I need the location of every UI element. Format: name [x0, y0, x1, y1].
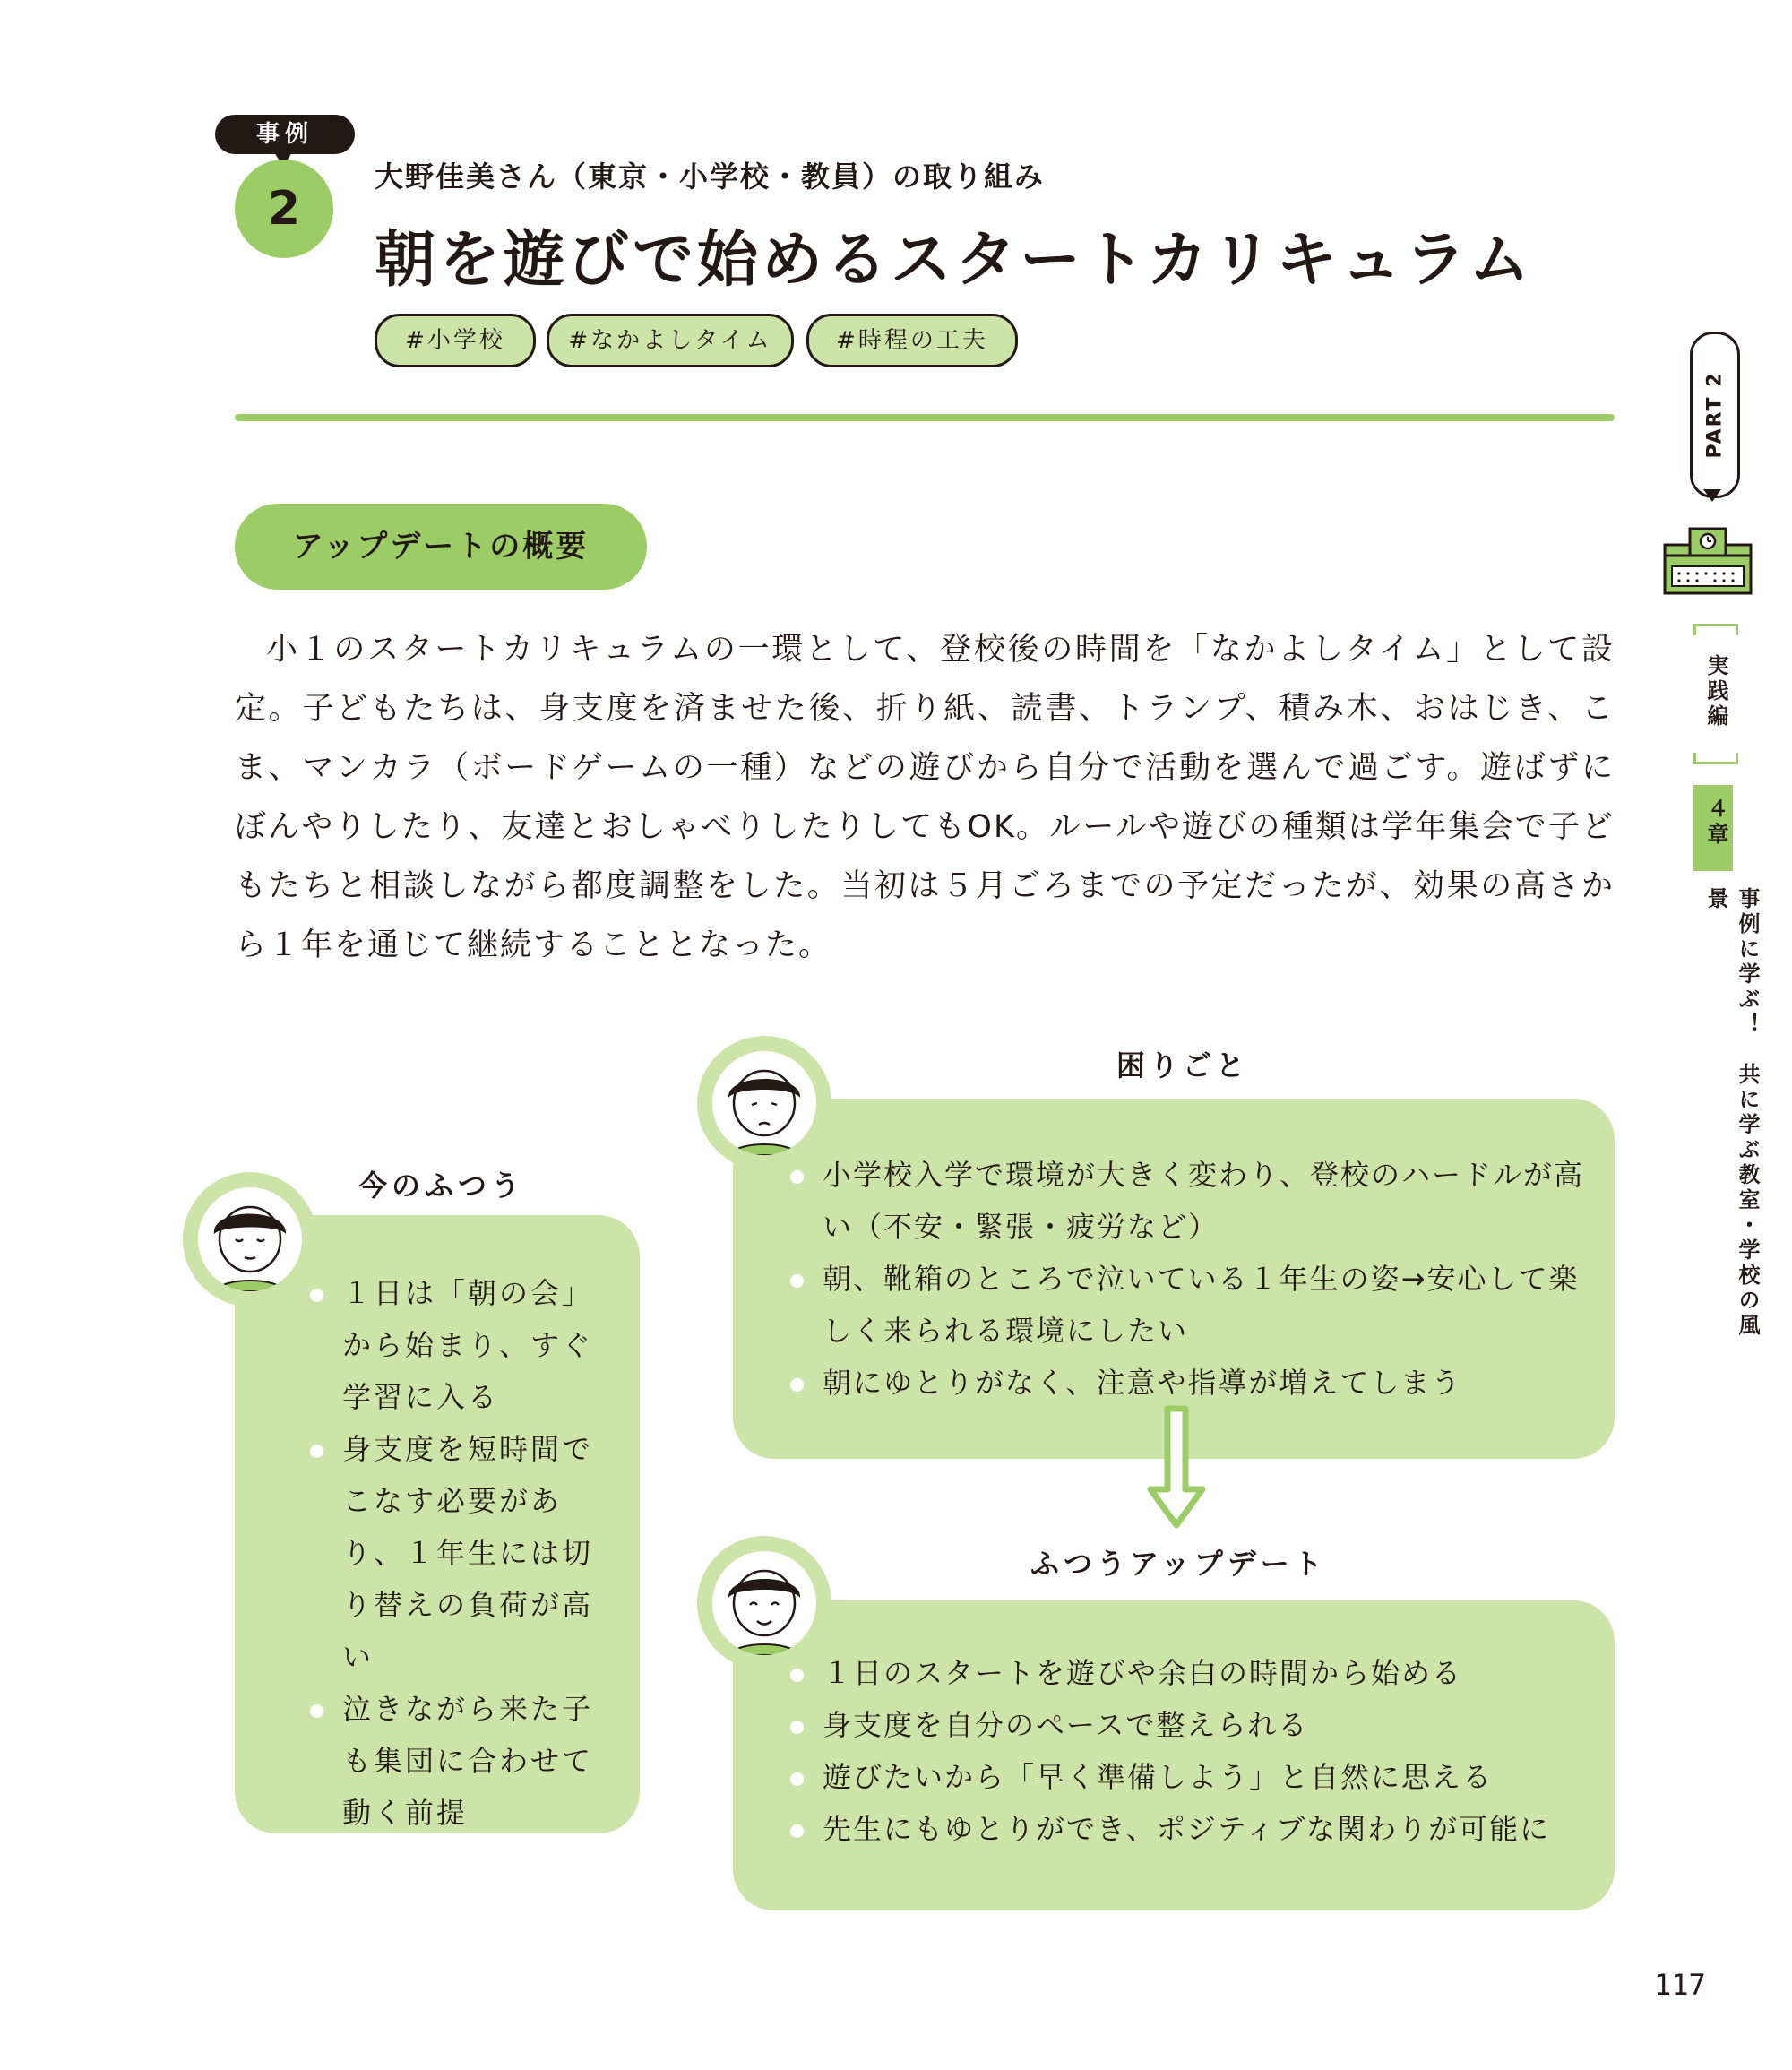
avatar-face: [712, 1551, 816, 1655]
tag-nakayoshi-time: #なかよしタイム: [547, 314, 794, 367]
part-badge: [1690, 332, 1740, 498]
overview-label: アップデートの概要: [235, 504, 647, 590]
list-item: 身支度を短時間でこなす必要があり、１年生には切り替えの負荷が高い: [303, 1423, 607, 1683]
part-label: PART 2: [1703, 371, 1727, 459]
worried-person-icon: [712, 1051, 816, 1155]
case-number: 2: [235, 160, 333, 258]
part-badge-tail: [1703, 489, 1721, 502]
tag-schedule-design: #時程の工夫: [806, 314, 1018, 367]
case-label: 事例: [215, 115, 355, 154]
tag-elementary-school: #小学校: [375, 314, 536, 367]
arrow-down-icon: [1147, 1405, 1206, 1531]
list-item: １日は「朝の会」から始まり、すぐ学習に入る: [303, 1267, 607, 1423]
chapter-label: ４章: [1703, 798, 1728, 848]
list-item: １日のスタートを遊びや余白の時間から始める: [783, 1647, 1590, 1699]
list-item: 遊びたいから「早く準備しよう」と自然に思える: [783, 1751, 1590, 1803]
section-label: 実践編: [1703, 654, 1728, 729]
page-title: 朝を遊びで始めるスタートカリキュラム: [375, 225, 1534, 296]
school-icon: [1659, 522, 1756, 597]
page-number: 117: [1654, 1968, 1706, 2002]
list-item: 小学校入学で環境が大きく変わり、登校のハードルが高い（不安・緊張・疲労など）: [783, 1149, 1590, 1253]
current-heading: 今のふつう: [358, 1169, 525, 1203]
list-item: 身支度を自分のペースで整えられる: [783, 1699, 1590, 1751]
avatar-face: [198, 1187, 302, 1291]
list-item: 先生にもゆとりができ、ポジティブな関わりが可能に: [783, 1803, 1590, 1855]
header-divider: [235, 414, 1615, 421]
happy-person-icon: [712, 1551, 816, 1655]
update-list: [783, 1647, 1590, 1855]
list-item: 朝、靴箱のところで泣いている１年生の姿→安心して楽しく来られる環境にしたい: [783, 1253, 1590, 1357]
problems-heading: 困りごと: [1116, 1048, 1250, 1082]
section-bracket-top: [1693, 624, 1738, 635]
section-bracket-bottom: [1693, 753, 1738, 764]
current-list: [303, 1267, 607, 1839]
avatar-face: [712, 1051, 816, 1155]
list-item: 泣きながら来た子も集団に合わせて動く前提: [303, 1683, 607, 1839]
problems-list: [783, 1149, 1590, 1409]
chapter-title: 事例に学ぶ！ 共に学ぶ教室・学校の風景: [1703, 887, 1760, 1339]
update-heading: ふつうアップデート: [1030, 1547, 1327, 1581]
current-avatar: [183, 1172, 317, 1307]
case-subtitle: 大野佳美さん（東京・小学校・教員）の取り組み: [375, 160, 1046, 194]
overview-body: 小１のスタートカリキュラムの一環として、登校後の時間を「なかよしタイム」として設定。子どもたちは、身支度を済ませた後、折り紙、読書、トランプ、積み木、おはじき、こま、マンカラ（ボードゲームの一種）などの遊びから自分で活動を選んで過ごす。遊ばずにぼんやりしたり、友達とおしゃべりしたりしてもOK。ルールや遊びの種類は学年集会で子どもたちと相談しながら都度調整をした。当初は５月ごろまでの予定だったが、効果の高さから１年を通じて継続することとなった。: [235, 632, 1615, 963]
list-item: 朝にゆとりがなく、注意や指導が増えてしまう: [783, 1357, 1590, 1409]
person-icon: [198, 1187, 302, 1291]
